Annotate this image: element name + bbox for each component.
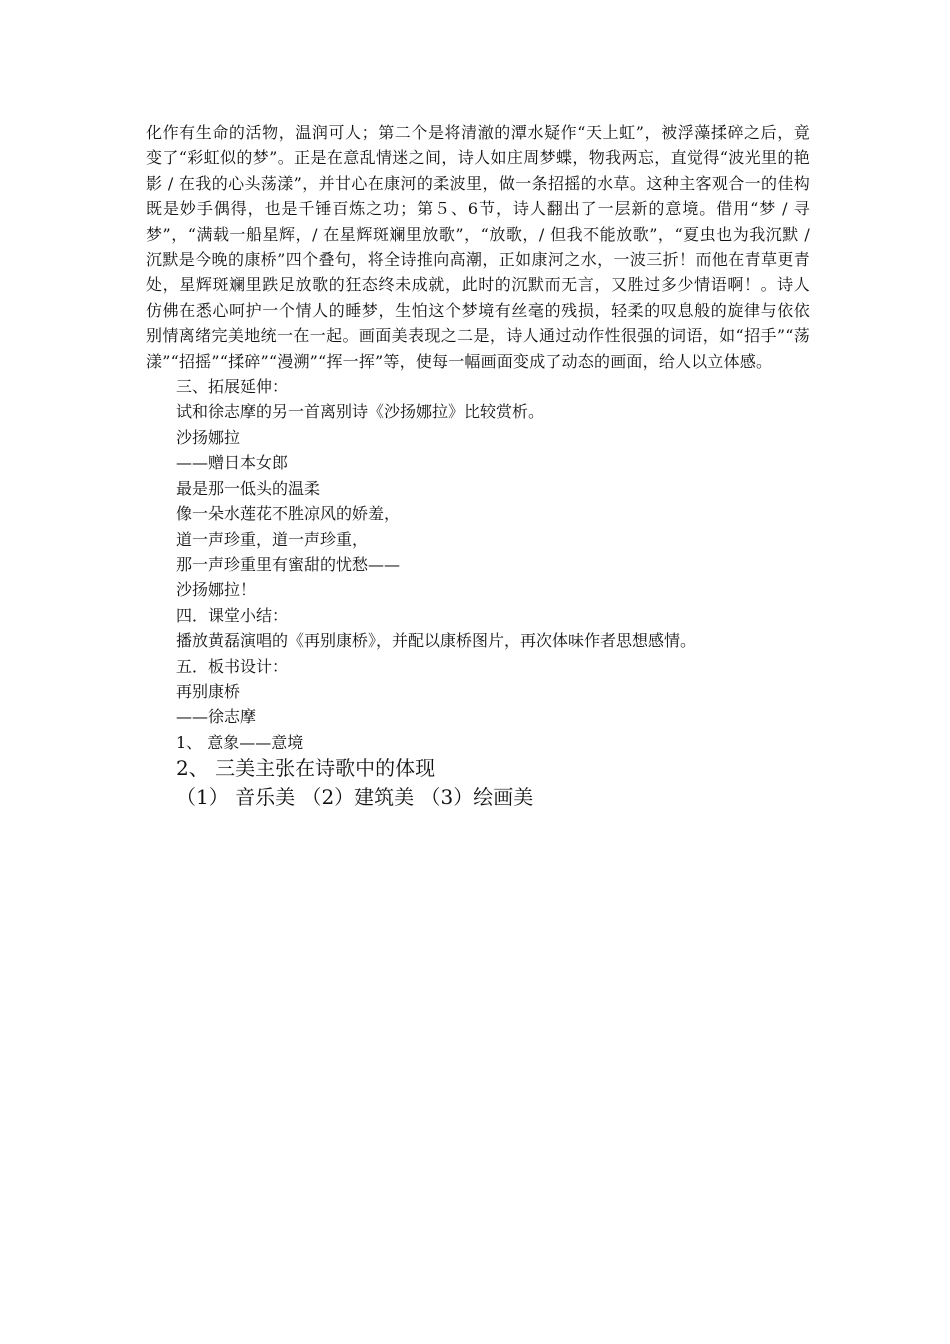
poem-title: 沙扬娜拉 [176,427,241,447]
document-content [146,120,810,810]
board-author: ——徐志摩 [176,707,257,727]
poem-line: 道一声珍重，道一声珍重， [176,529,369,549]
section3-task: 试和徐志摩的另一首离别诗《沙扬娜拉》比较赏析。 [176,402,545,422]
poem-line: 沙扬娜拉！ [176,580,257,600]
section4-heading: 四．课堂小结： [176,605,289,625]
section5-heading: 五．板书设计： [176,656,289,676]
poem-line: 最是那一低头的温柔 [176,478,321,498]
section4-text: 播放黄磊演唱的《再别康桥》，并配以康桥图片，再次体味作者思想感情。 [176,631,697,651]
board-item-2: 2、 三美主张在诗歌中的体现 [176,756,436,781]
board-title: 再别康桥 [176,681,241,701]
poem-line: 那一声珍重里有蜜甜的忧愁—— [176,554,401,574]
board-item-1: 1、 意象——意境 [176,732,304,752]
poem-line: 像一朵水莲花不胜凉风的娇羞， [176,504,401,524]
board-item-3: （1） 音乐美 （2）建筑美 （3）绘画美 [176,785,534,810]
body-paragraph: 化作有生命的活物，温润可人；第二个是将清澈的潭水疑作“天上虹”，被浮藻揉碎之后，竟变了“彩虹似的梦”。正是在意乱情迷之间，诗人如庄周梦蝶，物我两忘，直觉得“波光里的艳影 / 在我的心头荡漾”，并甘心在康河的柔波里，做一条招摇的水草。这种主客观合一的佳构既是妙手偶得，也是千锤百炼之功；第５、6节，诗人翻出了一层新的意境。借用“梦 / 寻梦”，“满载一船星辉，/ 在星辉斑斓里放歌”，“放歌，/ 但我不能放歌”，“夏虫也为我沉默 / 沉默是今晚的康桥”四个叠句，将全诗推向高潮，正如康河之水，一波三折！而他在青草更青处，星辉斑斓里跌足放歌的狂态终未成就，此时的沉默而无言，又胜过多少情语啊！。诗人仿佛在悉心呵护一个情人的睡梦，生怕这个梦境有丝毫的残损，轻柔的叹息般的旋律与依依别情离绪完美地统一在一起。画面美表现之二是，诗人通过动作性很强的词语，如“招手”“荡漾”“招摇”“揉碎”“漫溯”“挥一挥”等，使每一幅画面变成了动态的画面，给人以立体感。 [146,123,810,371]
section3-heading: 三、拓展延伸： [176,377,289,397]
poem-subtitle: ——赠日本女郎 [176,453,289,473]
